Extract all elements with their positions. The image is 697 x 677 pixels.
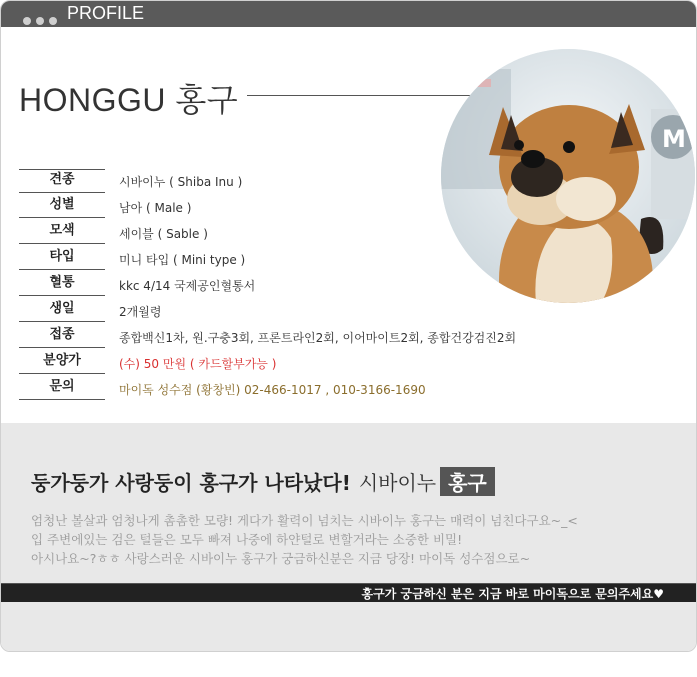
info-row bbox=[19, 193, 619, 219]
info-row bbox=[19, 297, 619, 323]
info-label: 성별 bbox=[19, 195, 105, 218]
watermark-logo: M bbox=[662, 125, 686, 153]
info-row bbox=[19, 323, 619, 349]
promo-section bbox=[1, 423, 696, 652]
price-value: (수) 50 만원 ( 카드할부가능 ) bbox=[119, 357, 277, 371]
headline-text: 둥가둥가 사랑둥이 홍구가 나타났다! bbox=[31, 471, 351, 495]
info-label: 혈통 bbox=[19, 273, 105, 296]
info-row bbox=[19, 349, 619, 375]
info-row bbox=[19, 271, 619, 297]
info-label: 타입 bbox=[19, 247, 105, 270]
info-value: 남아 ( Male ) bbox=[119, 201, 192, 215]
breed-text: 시바이누 bbox=[358, 471, 437, 495]
info-row bbox=[19, 219, 619, 245]
name-divider bbox=[247, 95, 477, 96]
info-value: 미니 타입 ( Mini type ) bbox=[119, 253, 246, 267]
info-table bbox=[19, 167, 619, 401]
dot-icon bbox=[49, 17, 57, 25]
cta-text: 홍구가 궁금하신 분은 지금 바로 마이독으로 문의주세요♥ bbox=[361, 587, 664, 601]
info-label: 견종 bbox=[19, 169, 105, 193]
info-value: 시바이누 ( Shiba Inu ) bbox=[119, 175, 243, 189]
contact-value: 마이독 성수점 (황창빈) 02-466-1017 , 010-3166-1690 bbox=[119, 383, 426, 397]
info-value: kkc 4/14 국제공인혈통서 bbox=[119, 279, 256, 293]
info-label: 모색 bbox=[19, 221, 105, 244]
dot-icon bbox=[23, 17, 31, 25]
desc-line: 아시나요~?ㅎㅎ 사랑스러운 시바이누 홍구가 궁금하신분은 지금 당장! 마이독 성수점으로~ bbox=[31, 551, 531, 566]
dog-name: HONGGU 홍구 bbox=[19, 82, 239, 118]
info-row bbox=[19, 375, 619, 401]
info-value: 2개월령 bbox=[119, 305, 162, 319]
info-label: 접종 bbox=[19, 325, 105, 348]
info-label: 분양가 bbox=[19, 351, 105, 374]
profile-header bbox=[1, 1, 696, 27]
desc-line: 입 주변에있는 검은 털들은 모두 빠져 나중에 하얀털로 변할거라는 소중한 비밀! bbox=[31, 532, 463, 547]
cta-bar bbox=[1, 583, 696, 602]
info-value: 종합백신1차, 원.구충3회, 프론트라인2회, 이어마이트2회, 종합건강검진2회 bbox=[119, 331, 517, 345]
header-dots bbox=[23, 10, 62, 29]
info-label: 문의 bbox=[19, 377, 105, 400]
dot-icon bbox=[36, 17, 44, 25]
name-badge: 홍구 bbox=[440, 467, 495, 496]
promo-description bbox=[31, 511, 578, 568]
promo-headline bbox=[31, 467, 495, 496]
info-row bbox=[19, 245, 619, 271]
info-label: 생일 bbox=[19, 299, 105, 322]
info-row bbox=[19, 167, 619, 193]
header-title: PROFILE bbox=[67, 3, 145, 23]
desc-line: 엄청난 볼살과 엄청나게 촘촘한 모량! 게다가 활력이 넘치는 시바이누 홍구는 매력이 넘친다구요~_< bbox=[31, 513, 578, 528]
info-value: 세이블 ( Sable ) bbox=[119, 227, 208, 241]
